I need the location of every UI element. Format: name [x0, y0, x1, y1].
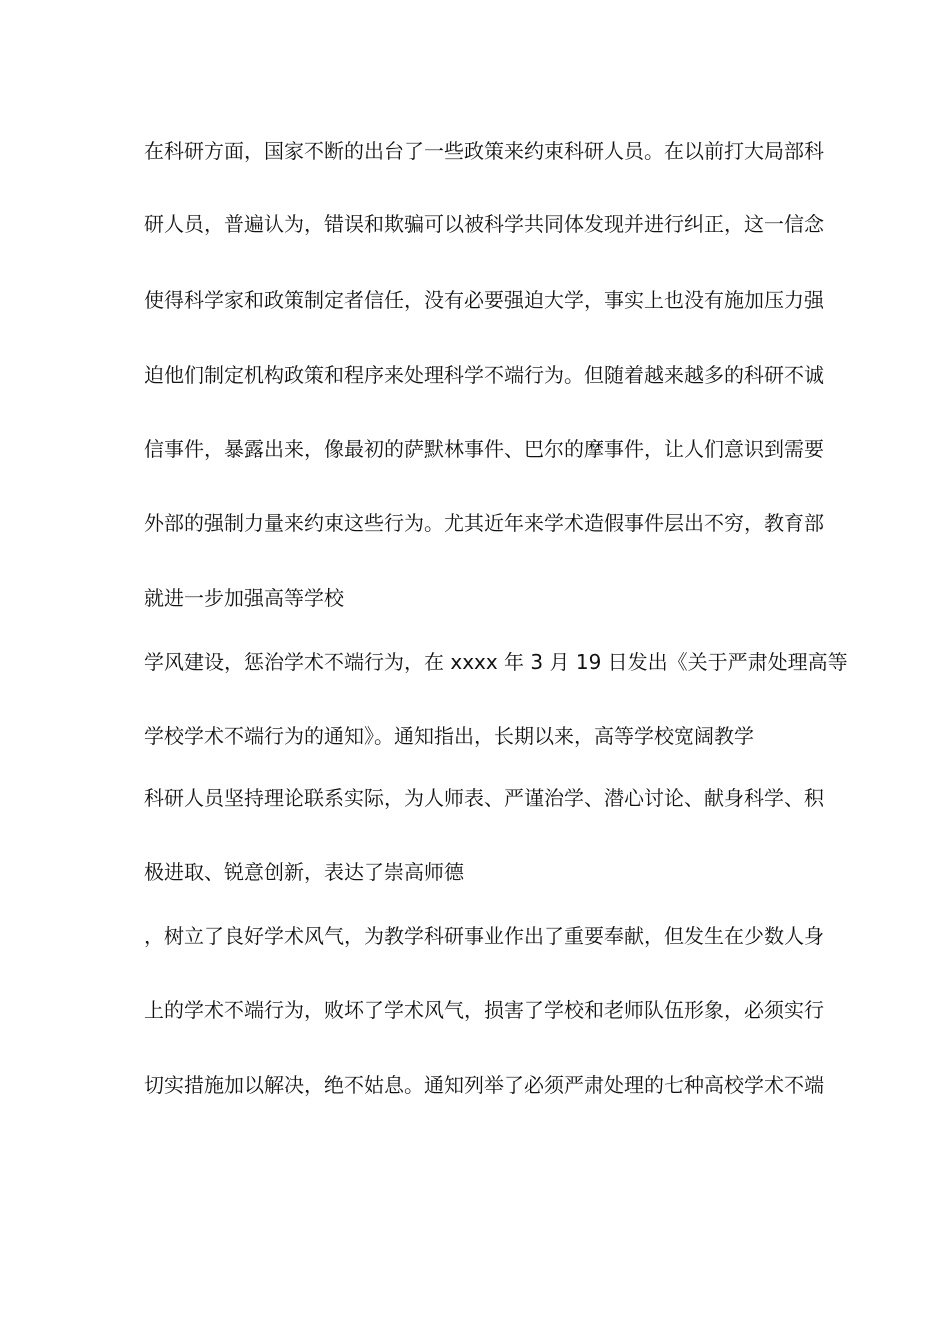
text-line: 科研人员坚持理论联系实际，为人师表、严谨治学、潜心讨论、献身科学、积	[144, 786, 824, 810]
text-line: 切实措施加以解决，绝不姑息。通知列举了必须严肃处理的七种高校学术不端	[144, 1073, 824, 1097]
text-line: 极进取、锐意创新，表达了崇高师德	[144, 860, 464, 884]
text-line: 就进一步加强高等学校	[144, 586, 344, 610]
text-line: 研人员，普遍认为，错误和欺骗可以被科学共同体发现并进行纠正，这一信念	[144, 212, 824, 236]
text-line: 信事件，暴露出来，像最初的萨默林事件、巴尔的摩事件，让人们意识到需要	[144, 437, 824, 461]
text-line: 学风建设，惩治学术不端行为，在 xxxx 年 3 月 19 日发出《关于严肃处理高等	[144, 650, 848, 674]
text-line: 在科研方面，国家不断的出台了一些政策来约束科研人员。在以前打大局部科	[144, 139, 824, 163]
text-line: 迫他们制定机构政策和程序来处理科学不端行为。但随着越来越多的科研不诚	[144, 363, 824, 387]
text-line: 学校学术不端行为的通知》。通知指出，长期以来，高等学校宽阔教学	[144, 724, 754, 748]
text-line: 上的学术不端行为，败坏了学术风气，损害了学校和老师队伍形象，必须实行	[144, 998, 824, 1022]
text-line: 使得科学家和政策制定者信任，没有必要强迫大学，事实上也没有施加压力强	[144, 288, 824, 312]
text-line: 外部的强制力量来约束这些行为。尤其近年来学术造假事件层出不穷，教育部	[144, 511, 824, 535]
text-line: ，树立了良好学术风气，为教学科研事业作出了重要奉献，但发生在少数人身	[144, 924, 824, 948]
